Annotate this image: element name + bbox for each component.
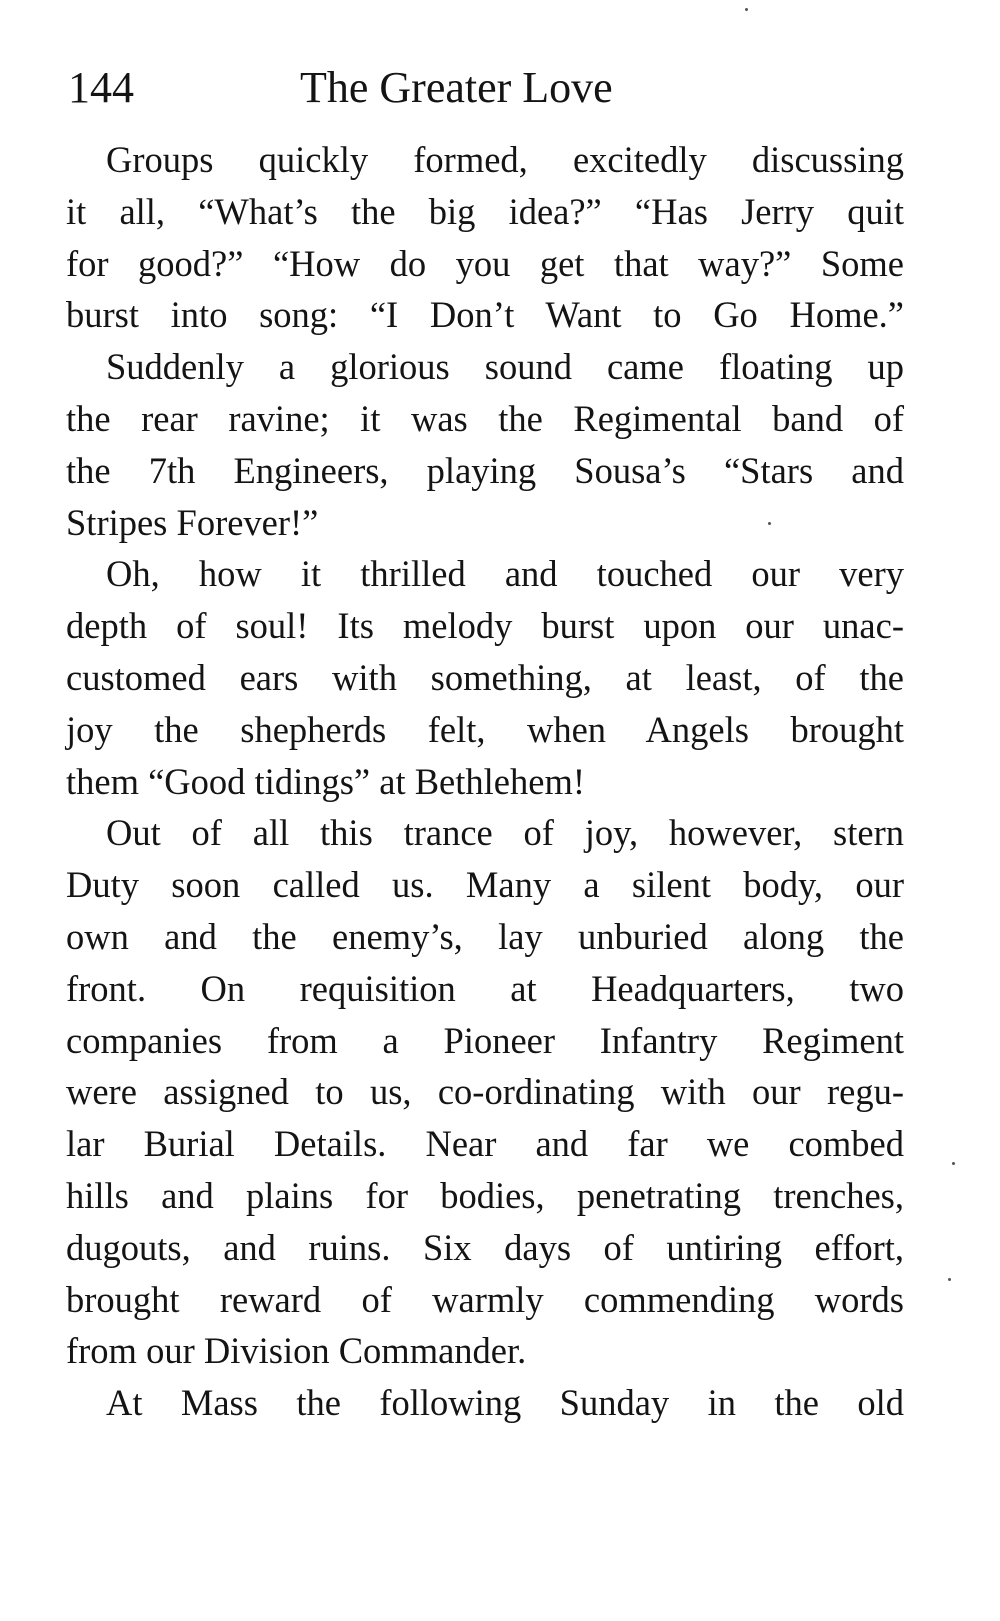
page-number: 144 <box>68 63 134 112</box>
body-text <box>66 134 904 1429</box>
text-line: dugouts, and ruins. Six days of untiring effort, <box>66 1226 904 1268</box>
text-line: Out of all this trance of joy, however, stern <box>106 812 904 854</box>
text-line: Groups quickly formed, excitedly discussing <box>106 139 904 180</box>
text-line: hills and plains for bodies, penetrating trenches, <box>66 1174 904 1216</box>
text-line: At Mass the following Sunday in the old <box>106 1382 904 1424</box>
print-speck <box>948 1278 951 1281</box>
text-line: front. On requisition at Headquarters, two <box>66 967 904 1009</box>
text-line: customed ears with something, at least, of the <box>66 656 904 698</box>
text-line: them “Good tidings” at Bethlehem! <box>66 760 585 802</box>
text-line: the rear ravine; it was the Regimental band of <box>66 397 904 439</box>
text-line: for good?” “How do you get that way?” Some <box>66 242 904 284</box>
text-line: Stripes Forever!” <box>66 501 319 543</box>
text-line: Duty soon called us. Many a silent body, our <box>66 864 904 906</box>
text-line: it all, “What’s the big idea?” “Has Jerry quit <box>66 190 904 232</box>
text-line: from our Division Commander. <box>66 1330 527 1372</box>
text-line: the 7th Engineers, playing Sousa’s “Stars and <box>66 449 904 491</box>
text-line: own and the enemy’s, lay unburied along the <box>66 915 904 957</box>
text-line: companies from a Pioneer Infantry Regiment <box>66 1019 904 1061</box>
text-line: were assigned to us, co-ordinating with our regu- <box>66 1071 904 1113</box>
print-speck <box>952 1162 955 1165</box>
text-line: depth of soul! Its melody burst upon our unac- <box>66 605 904 647</box>
text-line: Oh, how it thrilled and touched our very <box>106 553 904 595</box>
running-title: The Greater Love <box>300 63 613 112</box>
text-line: brought reward of warmly commending words <box>66 1278 904 1320</box>
print-speck <box>768 522 771 525</box>
text-line: Suddenly a glorious sound came floating up <box>106 346 904 388</box>
text-line: joy the shepherds felt, when Angels brought <box>66 708 904 750</box>
text-line: lar Burial Details. Near and far we combed <box>66 1123 904 1165</box>
print-speck <box>745 8 748 11</box>
text-line: burst into song: “I Don’t Want to Go Home.” <box>66 294 904 336</box>
page-header <box>68 58 928 118</box>
